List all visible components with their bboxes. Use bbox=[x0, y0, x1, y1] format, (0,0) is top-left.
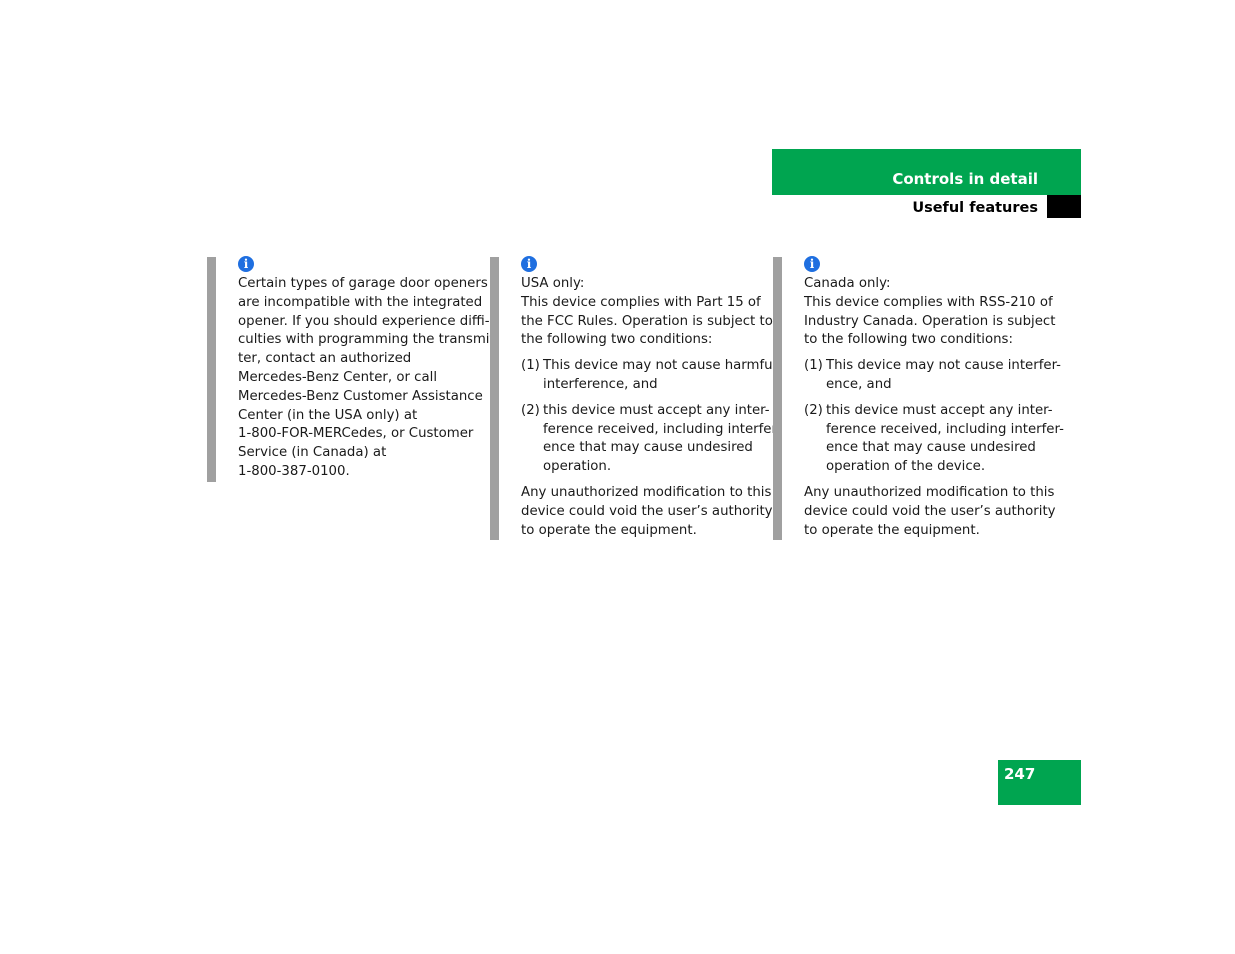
note-line: are incompatible with the integrated bbox=[238, 294, 483, 310]
item-line: This device may not cause harmful bbox=[543, 358, 777, 374]
info-icon: i bbox=[804, 256, 820, 272]
note-line: the following two conditions: bbox=[521, 332, 713, 348]
item-line: interference, and bbox=[543, 376, 658, 392]
page-number-box bbox=[998, 760, 1081, 805]
item-number: (1) bbox=[804, 358, 823, 374]
note-line: culties with programming the transmit- bbox=[238, 332, 500, 348]
item-number: (1) bbox=[521, 358, 540, 374]
note-line: ter, contact an authorized bbox=[238, 351, 412, 367]
condition-item bbox=[521, 357, 783, 395]
note-line: device could void the user’s authority bbox=[521, 503, 773, 519]
note-line: This device complies with Part 15 of bbox=[521, 294, 761, 310]
item-line: ence that may cause undesired bbox=[543, 440, 753, 456]
item-number: (2) bbox=[521, 402, 540, 418]
note-line: Any unauthorized modification to this bbox=[521, 484, 772, 500]
condition-item bbox=[804, 402, 1066, 477]
note-line: This device complies with RSS-210 of bbox=[804, 294, 1053, 310]
note-line: 1-800-387-0100. bbox=[238, 463, 350, 479]
section-subtitle: Useful features bbox=[912, 200, 1038, 216]
page-number: 247 bbox=[1004, 765, 1036, 783]
note-line: Any unauthorized modification to this bbox=[804, 484, 1055, 500]
item-line: ence, and bbox=[826, 376, 892, 392]
info-icon: i bbox=[521, 256, 537, 272]
note-line: opener. If you should experience diffi- bbox=[238, 313, 490, 329]
info-note-usa-fcc bbox=[490, 257, 783, 540]
section-header-box bbox=[772, 149, 1081, 195]
item-line: This device may not cause interfer- bbox=[826, 358, 1061, 374]
item-line: this device must accept any inter- bbox=[543, 402, 770, 418]
note-line: to operate the equipment. bbox=[521, 522, 697, 538]
note-line: USA only: bbox=[521, 276, 585, 291]
note-line: to the following two conditions: bbox=[804, 332, 1013, 348]
section-title: Controls in detail bbox=[892, 170, 1038, 188]
note-line: the FCC Rules. Operation is subject to bbox=[521, 313, 773, 329]
info-note-canada-rss bbox=[773, 257, 1066, 540]
note-line: Mercedes-Benz Customer Assistance bbox=[238, 388, 483, 404]
note-line: to operate the equipment. bbox=[804, 522, 980, 538]
item-line: ference received, including interfer- bbox=[826, 421, 1064, 437]
item-number: (2) bbox=[804, 402, 823, 418]
note-line: Canada only: bbox=[804, 276, 891, 291]
item-line: this device must accept any inter- bbox=[826, 402, 1053, 418]
section-marker bbox=[1047, 195, 1081, 218]
info-icon: i bbox=[238, 256, 254, 272]
note-line: Certain types of garage door openers bbox=[238, 276, 488, 291]
item-line: operation. bbox=[543, 459, 612, 475]
note-line: Center (in the USA only) at bbox=[238, 407, 418, 423]
condition-item bbox=[521, 402, 783, 477]
item-line: ference received, including interfer- bbox=[543, 421, 781, 437]
item-line: ence that may cause undesired bbox=[826, 440, 1036, 456]
note-line: Mercedes-Benz Center, or call bbox=[238, 369, 438, 385]
note-line: 1-800-FOR-MERCedes, or Customer bbox=[238, 426, 474, 442]
item-line: operation of the device. bbox=[826, 459, 986, 475]
condition-item bbox=[804, 357, 1066, 395]
info-note-garage-opener bbox=[207, 257, 500, 482]
note-line: Service (in Canada) at bbox=[238, 445, 387, 461]
note-line: device could void the user’s authority bbox=[804, 503, 1056, 519]
note-line: Industry Canada. Operation is subject bbox=[804, 313, 1056, 329]
